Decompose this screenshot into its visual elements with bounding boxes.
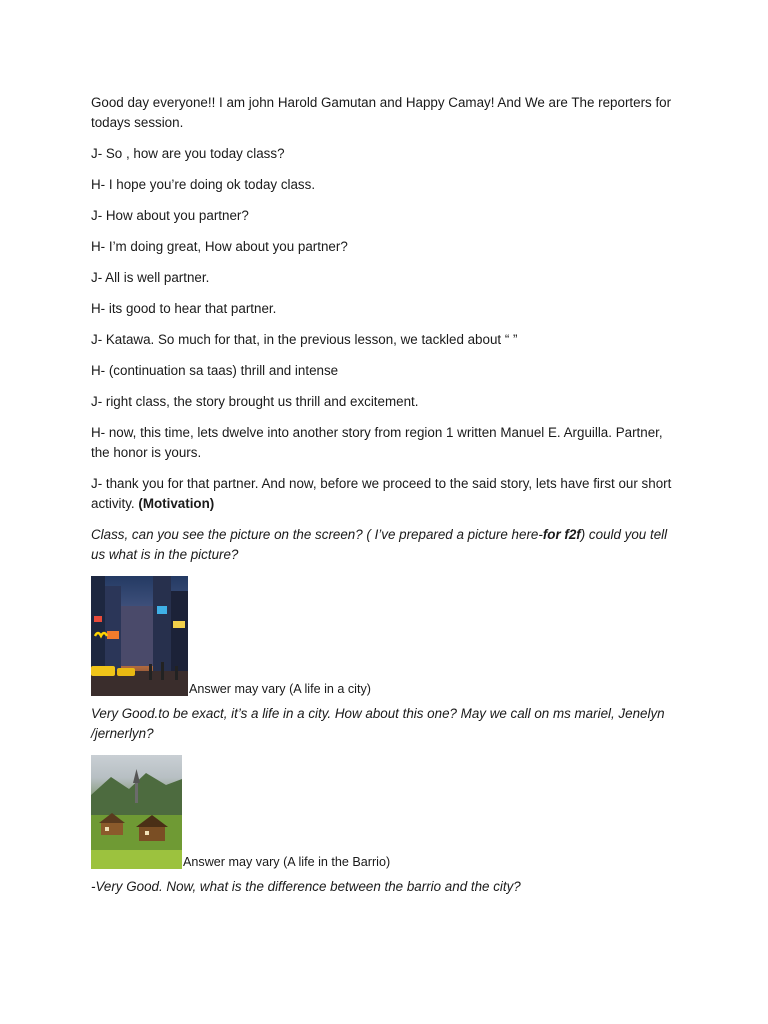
prompt-after: ) could you tell us what is in the picture? [91,527,668,562]
dialogue-line: H- now, this time, lets dwelve into another story from region 1 written Manuel E. Arguilla. Partner, the honor is yours. [91,425,663,460]
barrio-village-image [91,755,182,869]
closing-question: -Very Good. Now, what is the difference between the barrio and the city? [91,879,521,894]
picture-prompt [91,525,681,565]
figure-barrio-caption: Answer may vary (A life in the Barrio) [183,855,391,869]
activity-line [91,474,681,514]
prompt-before: Class, can you see the picture on the screen? ( I’ve prepared a picture here- [91,527,543,542]
intro-paragraph: Good day everyone!! I am john Harold Gamutan and Happy Camay! And We are The reporters for todays session. [91,95,672,130]
figure-city-caption: Answer may vary (A life in a city) [189,682,371,696]
dialogue-line: H- (continuation sa taas) thrill and intense [91,363,339,378]
dialogue-line: J- right class, the story brought us thrill and excitement. [91,394,419,409]
figure-barrio [91,755,681,869]
activity-text: J- thank you for that partner. And now, before we proceed to the said story, lets have first our short activity. [91,476,672,511]
prompt-bold: for f2f [542,527,581,542]
dialogue-line: J- All is well partner. [91,270,210,285]
motivation-label: (Motivation) [138,496,215,511]
figure-city [91,576,681,696]
dialogue-line: H- I’m doing great, How about you partner? [91,239,348,254]
dialogue-line: H- I hope you’re doing ok today class. [91,177,316,192]
response-paragraph: Very Good.to be exact, it’s a life in a city. How about this one? May we call on ms mariel, Jenelyn /jernerlyn? [91,706,665,741]
city-street-image [91,576,188,696]
dialogue-line: J- How about you partner? [91,208,249,223]
document-body [91,93,681,908]
dialogue-line: H- its good to hear that partner. [91,301,277,316]
dialogue-line: J- Katawa. So much for that, in the previous lesson, we tackled about “ ” [91,332,518,347]
dialogue-line: J- So , how are you today class? [91,146,285,161]
